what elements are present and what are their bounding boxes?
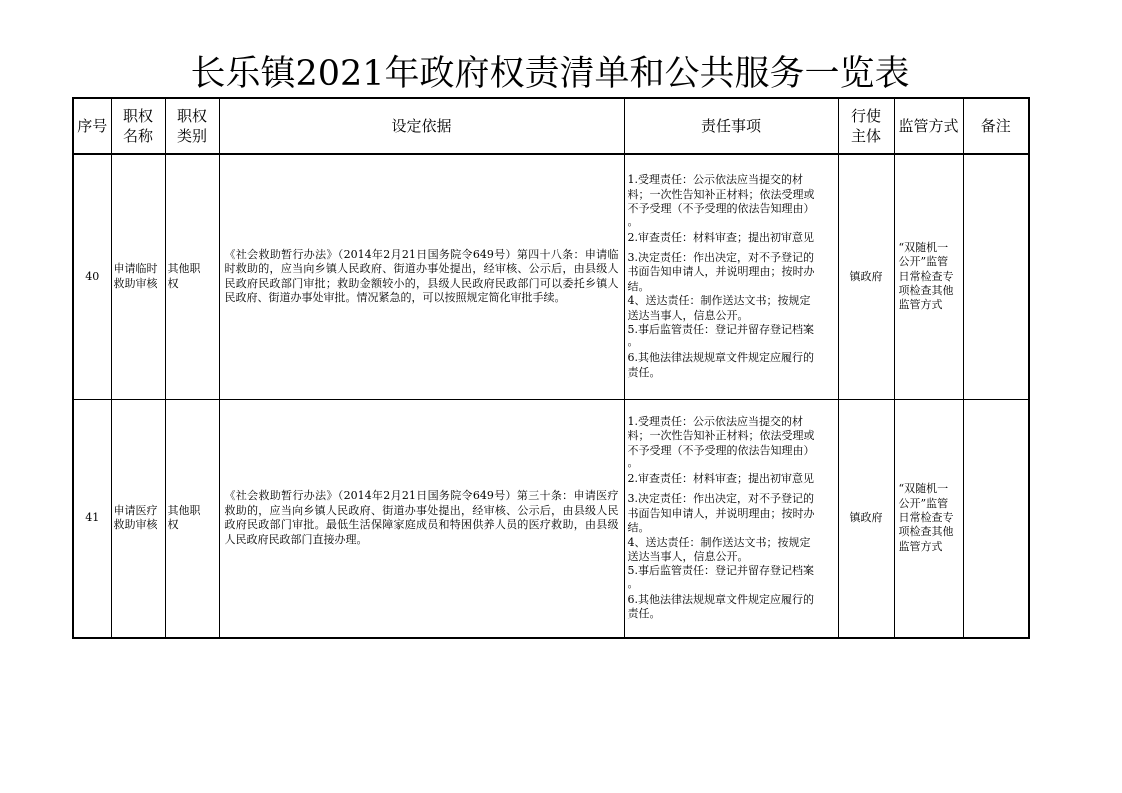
power-responsibility-table (72, 97, 1030, 639)
table-header-row (73, 98, 1029, 154)
header-seq: 序号 (73, 98, 111, 154)
row-subject: 镇政府 (838, 399, 894, 638)
row-supervision: “双随机一公开”监管日常检查专项检查其他监管方式 (894, 399, 963, 638)
row-responsibility: 1.受理责任：公示依法应当提交的材 料；一次性告知补正材料；依法受理或 不予受理（不予受理的依法告知理由） 。 2.审查责任：材料审查；提出初审意见 3.决定责任：作出决定，对不予登记的 书面告知申请人，并说明理由；按时办 结。 4、送达责任：制作送达文书；按规定 送达当事人，信息公开。 5.事后监管责任：登记并留存登记档案 。 6.其他法律法规规章文件规定应履行的 责任。 (624, 399, 838, 638)
page-title: 长乐镇2021年政府权责清单和公共服务一览表 (190, 54, 910, 94)
row-responsibility: 1.受理责任：公示依法应当提交的材 料；一次性告知补正材料；依法受理或 不予受理（不予受理的依法告知理由） 。 2.审查责任：材料审查；提出初审意见 3.决定责任：作出决定，对不予登记的 书面告知申请人，并说明理由；按时办 结。 4、送达责任：制作送达文书；按规定 送达当事人，信息公开。 5.事后监管责任：登记并留存登记档案 。 6.其他法律法规规章文件规定应履行的 责任。 (624, 154, 838, 399)
row-notes (963, 399, 1029, 638)
row-notes (963, 154, 1029, 399)
header-responsibility: 责任事项 (624, 98, 838, 154)
table-row (73, 154, 1029, 399)
row-power-type: 其他职 权 (165, 154, 219, 399)
row-legal-basis: 《社会救助暂行办法》（2014年2月21日国务院令649号）第三十条：申请医疗救助的，应当向乡镇人民政府、街道办事处提出，经审核、公示后，由县级人民政府民政部门审批。最低生活保障家庭成员和特困供养人员的医疗救助，由县级人民政府民政部门直接办理。 (219, 399, 624, 638)
table-row (73, 399, 1029, 638)
row-supervision: “双随机一公开”监管日常检查专项检查其他监管方式 (894, 154, 963, 399)
row-subject: 镇政府 (838, 154, 894, 399)
header-power-name: 职权 名称 (111, 98, 165, 154)
row-seq: 41 (73, 399, 111, 638)
header-subject: 行使 主体 (838, 98, 894, 154)
row-power-type: 其他职 权 (165, 399, 219, 638)
row-power-name: 申请医疗 救助审核 (111, 399, 165, 638)
header-supervision: 监管方式 (894, 98, 963, 154)
row-legal-basis: 《社会救助暂行办法》（2014年2月21日国务院令649号）第四十八条：申请临时救助的，应当向乡镇人民政府、街道办事处提出，经审核、公示后，由县级人民政府民政部门审批；救助金额较小的，县级人民政府民政部门可以委托乡镇人民政府、街道办事处审批。情况紧急的，可以按照规定简化审批手续。 (219, 154, 624, 399)
header-power-type: 职权 类别 (165, 98, 219, 154)
header-legal-basis: 设定依据 (219, 98, 624, 154)
row-seq: 40 (73, 154, 111, 399)
row-power-name: 申请临时 救助审核 (111, 154, 165, 399)
header-notes: 备注 (963, 98, 1029, 154)
